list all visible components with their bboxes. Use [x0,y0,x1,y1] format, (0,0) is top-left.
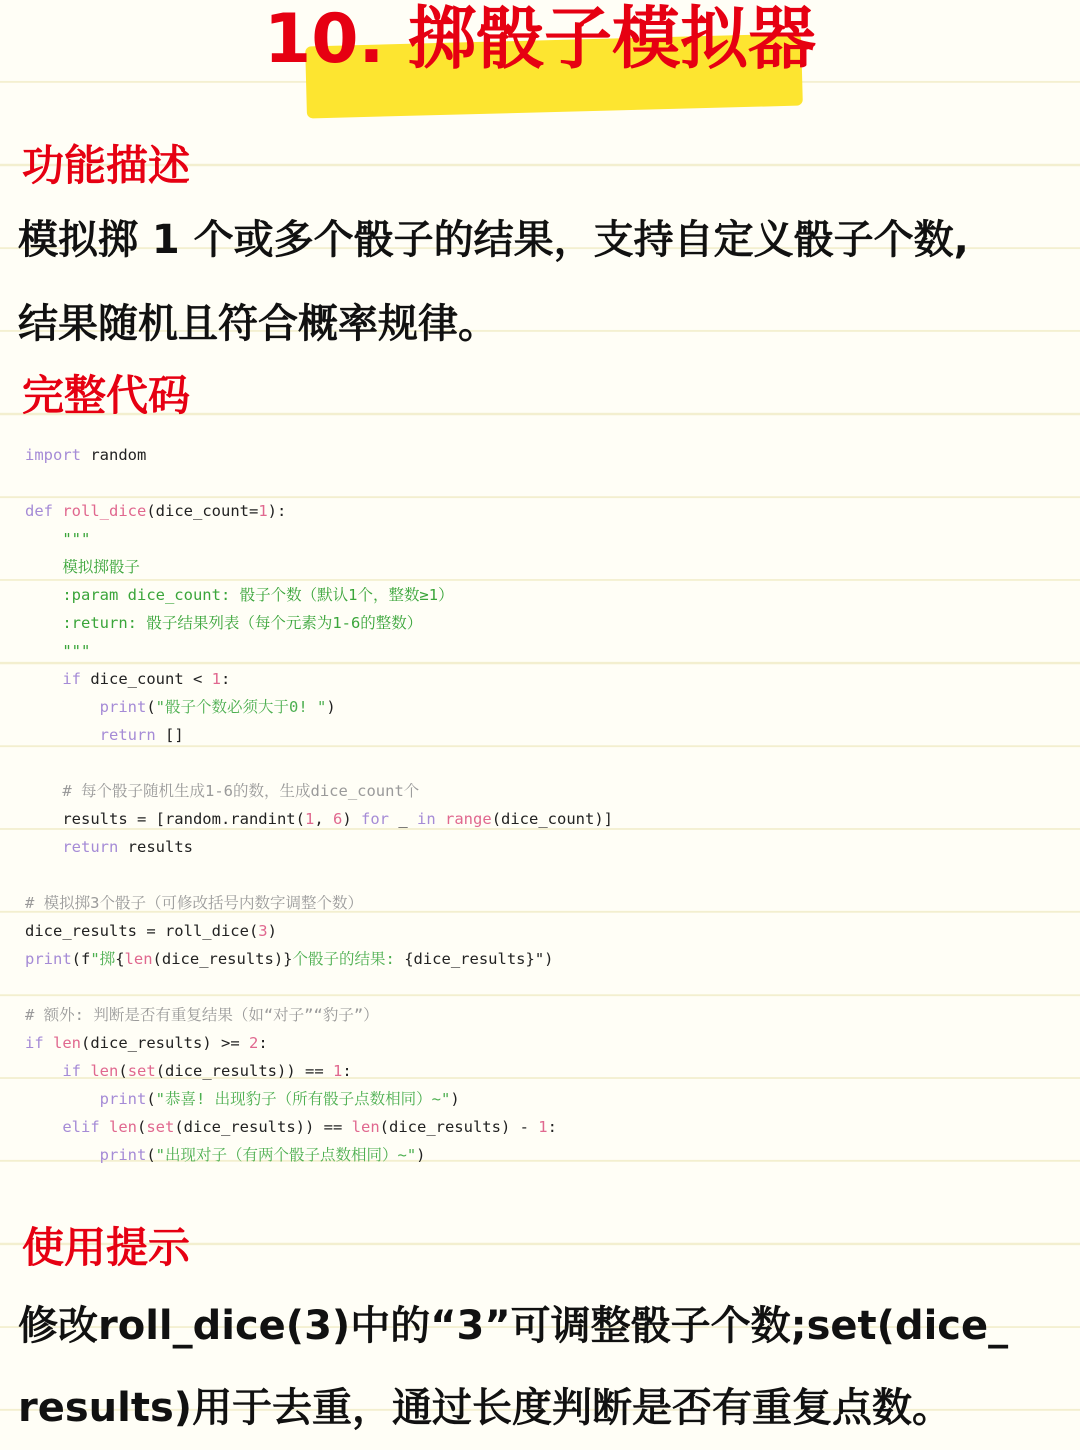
feature-text-line1: 模拟掷 1 个或多个骰子的结果，支持自定义骰子个数, [18,217,969,263]
code-token: 3 [258,922,268,940]
code-token: print [99,1090,147,1108]
code-line [25,441,1055,469]
code-token: ) [450,1090,460,1108]
code-token: (dice_count= [146,502,259,520]
code-token: return [62,838,119,856]
code-token: 1 [538,1118,548,1136]
code-line [25,469,1055,497]
code-token: : [547,1118,557,1136]
code-token: return [99,726,156,744]
code-token: (dice_results) - [379,1118,539,1136]
code-token: if [25,1034,44,1052]
code-token [25,838,62,856]
code-token: (dice_results)) == [174,1118,352,1136]
code-line [25,833,1055,861]
code-line [25,973,1055,1001]
code-line [25,861,1055,889]
code-token: random [81,446,147,464]
code-token: len [90,1062,119,1080]
code-token [25,1090,100,1108]
code-token: results [118,838,193,856]
code-token: set [127,1062,156,1080]
code-line [25,525,1055,553]
code-token: # 模拟掷3个骰子（可修改括号内数字调整个数） [25,894,363,912]
code-token: len [351,1118,380,1136]
code-token: if [62,1062,81,1080]
code-token: for [361,810,389,828]
code-token: :param dice_count: 骰子个数（默认1个，整数≥1） [25,586,454,604]
code-token [25,670,62,688]
code-token: # 每个骰子随机生成1-6的数，生成dice_count个 [25,782,420,800]
code-line [25,553,1055,581]
code-heading: 完整代码 [22,371,191,420]
code-token: 模拟掷骰子 [25,558,140,576]
code-token: "掷 [90,950,116,968]
code-token [25,1146,100,1164]
code-token: range [445,810,492,828]
code-token [25,1062,62,1080]
code-line [25,1141,1055,1169]
code-token: def [25,502,63,520]
code-line [25,1085,1055,1113]
code-token: _ [389,810,417,828]
code-token: if [62,670,81,688]
code-token: 1 [258,502,268,520]
code-token: print [25,950,72,968]
code-token: "骰子个数必须大于0! " [155,698,327,716]
code-token: len [124,950,153,968]
tips-text-line2: results)用于去重，通过长度判断是否有重复点数。 [18,1385,953,1431]
code-token: (dice_results)) == [155,1062,333,1080]
code-token: results = [random.randint( [25,810,305,828]
code-line [25,637,1055,665]
code-token: 个骰子的结果: [292,950,405,968]
code-token: dice_count < [81,670,212,688]
code-token: ( [118,1062,128,1080]
code-line [25,1113,1055,1141]
code-token: 2 [249,1034,259,1052]
title-area [0,0,1080,120]
code-line [25,721,1055,749]
tips-heading: 使用提示 [22,1223,191,1272]
code-token: : [221,670,231,688]
code-line [25,749,1055,777]
code-line [25,889,1055,917]
code-token: { [115,950,125,968]
code-token [100,1118,109,1136]
code-line [25,497,1055,525]
code-token: print [99,1146,147,1164]
code-token: len [53,1034,82,1052]
code-token [44,1034,53,1052]
code-token [25,726,100,744]
code-line [25,1029,1055,1057]
code-token: (dice_results)} [152,950,293,968]
code-token: ( [146,698,156,716]
code-token: [] [155,726,184,744]
feature-heading: 功能描述 [22,141,191,190]
code-token: 1 [304,810,315,828]
code-token: ( [146,1090,156,1108]
code-token: , [314,810,333,828]
code-token: # 额外: 判断是否有重复结果（如“对子”“豹子”） [25,1006,379,1024]
code-token: """ [25,530,91,548]
code-line [25,609,1055,637]
code-token: ) [326,698,336,716]
code-line [25,1057,1055,1085]
code-line [25,805,1055,833]
code-token: :return: 骰子结果列表（每个元素为1-6的整数） [25,614,423,632]
code-line [25,917,1055,945]
code-token: (f [71,950,91,968]
code-token [436,810,445,828]
code-token: "恭喜! 出现豹子（所有骰子点数相同）~" [155,1090,451,1108]
code-token: ): [267,502,287,520]
code-line [25,945,1055,973]
tips-text-line1: 修改roll_dice(3)中的“3”可调整骰子个数;set(dice_ [18,1303,1009,1349]
code-token: elif [62,1118,100,1136]
code-token: """ [25,642,91,660]
code-token: dice_results = roll_dice( [25,922,259,940]
code-line [25,777,1055,805]
code-token: ) [416,1146,426,1164]
code-token: 6 [332,810,343,828]
code-token: roll_dice [62,502,147,520]
code-token: (dice_results) >= [81,1034,249,1052]
code-token [81,1062,90,1080]
code-token: {dice_results}") [404,950,554,968]
code-line [25,581,1055,609]
code-token: ) [342,810,361,828]
code-token: len [109,1118,137,1136]
code-token: (dice_count)] [491,810,614,828]
code-line [25,665,1055,693]
code-token: print [99,698,147,716]
code-token: : [258,1034,268,1052]
code-token: import [25,446,81,464]
code-token: "出现对子（有两个骰子点数相同）~" [155,1146,417,1164]
code-token [25,698,100,716]
code-line [25,1001,1055,1029]
feature-text-line2: 结果随机且符合概率规律。 [18,301,498,347]
code-token: 1 [333,1062,343,1080]
code-token: 1 [211,670,221,688]
code-token: ) [267,922,277,940]
code-token: ( [137,1118,147,1136]
code-token [25,1118,62,1136]
code-token: set [146,1118,175,1136]
code-token: ( [146,1146,156,1164]
code-line [25,693,1055,721]
code-token: : [342,1062,352,1080]
code-block [25,441,1055,1169]
page-title: 10. 掷骰子模拟器 [263,0,817,79]
code-token: in [417,810,436,828]
